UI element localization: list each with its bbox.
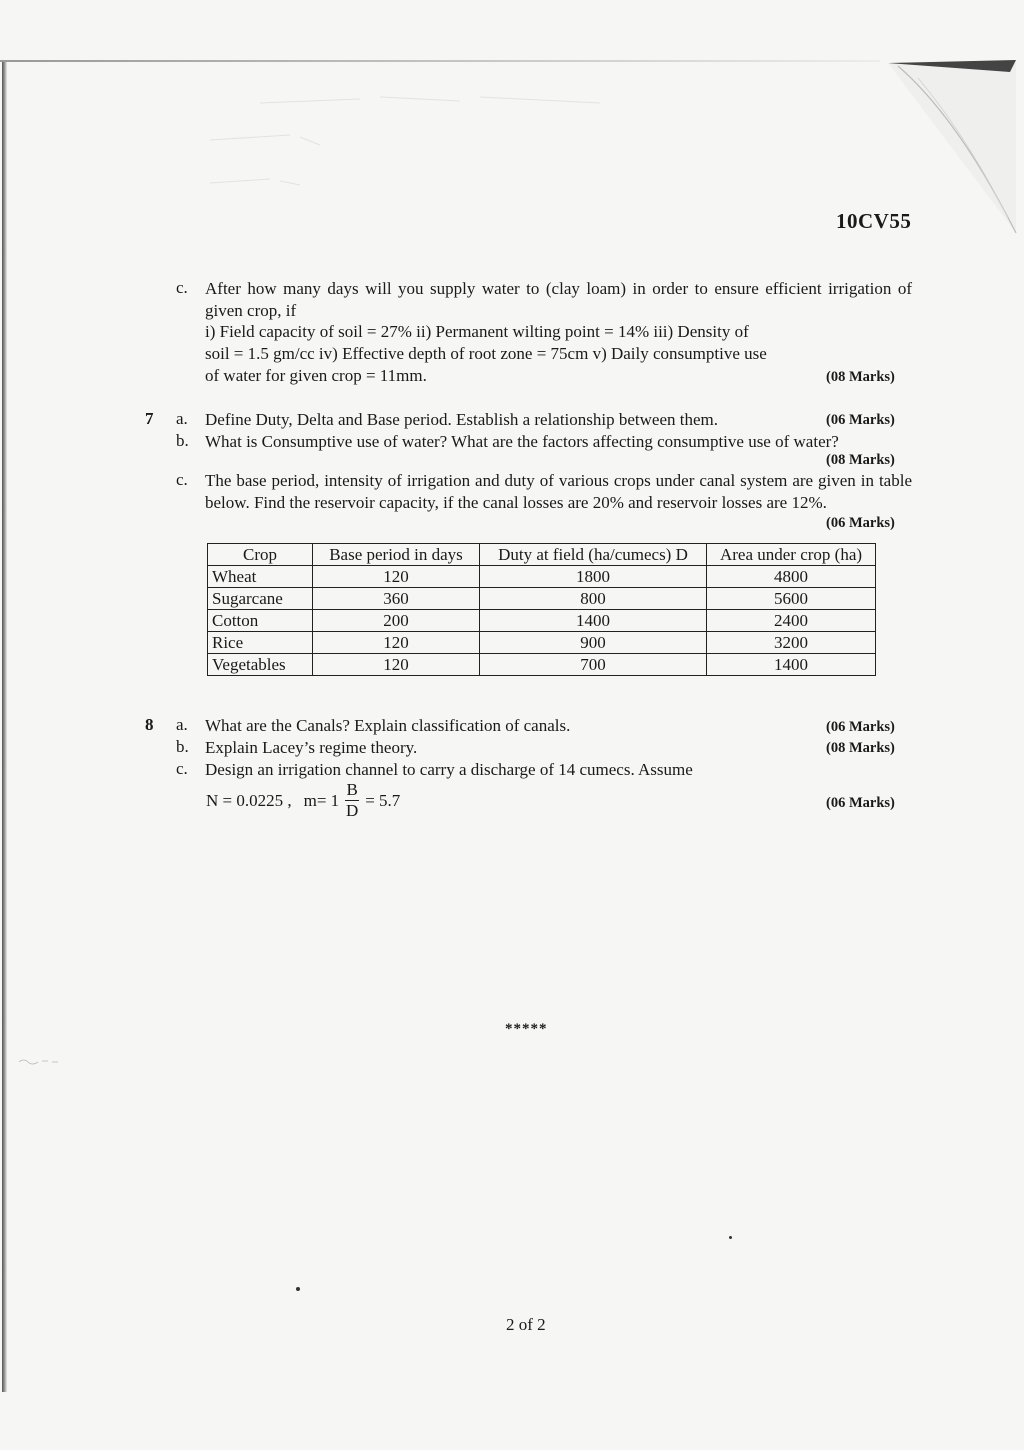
q8c-text: Design an irrigation channel to carry a discharge of 14 cumecs. Assume bbox=[205, 760, 693, 779]
q6c-line2: soil = 1.5 gm/cc iv) Effective depth of root zone = 75cm v) Daily consumptive use bbox=[205, 344, 767, 363]
margin-scribble bbox=[18, 1057, 60, 1065]
table-cell-crop: Vegetables bbox=[208, 654, 313, 676]
q7b-text: What is Consumptive use of water? What are the factors affecting consumptive use of water? bbox=[205, 432, 839, 451]
q8c-label: c. bbox=[176, 759, 188, 778]
table-cell-base-period: 360 bbox=[313, 588, 480, 610]
q8b-label: b. bbox=[176, 737, 189, 756]
q8b-marks: (08 Marks) bbox=[826, 740, 895, 756]
table-cell-area: 2400 bbox=[707, 610, 876, 632]
formula-denominator: D bbox=[346, 801, 359, 820]
table-cell-area: 4800 bbox=[707, 566, 876, 588]
table-row bbox=[208, 566, 876, 588]
formula-fraction bbox=[345, 782, 359, 819]
q8a-marks: (06 Marks) bbox=[826, 719, 895, 735]
speck-mark bbox=[729, 1236, 732, 1239]
scan-top-edge bbox=[0, 60, 880, 62]
table-cell-crop: Cotton bbox=[208, 610, 313, 632]
q6c-label: c. bbox=[176, 278, 188, 297]
q8b-text: Explain Lacey’s regime theory. bbox=[205, 738, 418, 757]
q8c-formula bbox=[206, 782, 400, 819]
q7b-label: b. bbox=[176, 431, 189, 450]
formula-n: N = 0.0225 , bbox=[206, 790, 292, 810]
page-number: 2 of 2 bbox=[506, 1315, 546, 1334]
formula-m: m= 1 bbox=[303, 790, 340, 810]
q7-number: 7 bbox=[145, 409, 154, 428]
q7c-text: The base period, intensity of irrigation and duty of various crops under canal system are given in table below. Find the reservoir capacity, if the canal losses are 20% and reservoir losses are 12%. bbox=[205, 471, 912, 512]
q7a-label: a. bbox=[176, 409, 188, 428]
table-cell-base-period: 120 bbox=[313, 632, 480, 654]
q6c-line1: i) Field capacity of soil = 27% ii) Permanent wilting point = 14% iii) Density of bbox=[205, 322, 749, 341]
table-cell-area: 1400 bbox=[707, 654, 876, 676]
q6c-line3: of water for given crop = 11mm. bbox=[205, 366, 427, 385]
q6c-marks: (08 Marks) bbox=[826, 369, 895, 385]
table-cell-base-period: 120 bbox=[313, 654, 480, 676]
q8-number: 8 bbox=[145, 715, 154, 734]
bleed-through-marks bbox=[200, 85, 620, 225]
table-cell-crop: Rice bbox=[208, 632, 313, 654]
subject-code: 10CV55 bbox=[836, 209, 912, 233]
end-stars: ***** bbox=[505, 1021, 548, 1037]
table-cell-duty: 800 bbox=[480, 588, 707, 610]
formula-result: = 5.7 bbox=[365, 790, 401, 810]
speck-mark bbox=[296, 1287, 300, 1291]
table-header-area: Area under crop (ha) bbox=[707, 544, 876, 566]
table-cell-crop: Sugarcane bbox=[208, 588, 313, 610]
table-cell-base-period: 120 bbox=[313, 566, 480, 588]
table-cell-base-period: 200 bbox=[313, 610, 480, 632]
q6c-text: After how many days will you supply water to (clay loam) in order to ensure efficient irrigation of given crop, if bbox=[205, 279, 912, 320]
q7b-marks: (08 Marks) bbox=[826, 452, 895, 468]
q8c-marks: (06 Marks) bbox=[826, 795, 895, 811]
crop-table bbox=[207, 543, 876, 676]
q7a-text: Define Duty, Delta and Base period. Establish a relationship between them. bbox=[205, 410, 718, 429]
table-header-crop: Crop bbox=[208, 544, 313, 566]
table-row bbox=[208, 588, 876, 610]
formula-numerator: B bbox=[346, 780, 358, 799]
q8a-label: a. bbox=[176, 715, 188, 734]
table-cell-duty: 1800 bbox=[480, 566, 707, 588]
table-cell-duty: 700 bbox=[480, 654, 707, 676]
table-cell-crop: Wheat bbox=[208, 566, 313, 588]
q8a-text: What are the Canals? Explain classification of canals. bbox=[205, 716, 571, 735]
table-cell-duty: 1400 bbox=[480, 610, 707, 632]
q7c-marks: (06 Marks) bbox=[826, 515, 895, 531]
q7a-marks: (06 Marks) bbox=[826, 412, 895, 428]
table-row bbox=[208, 632, 876, 654]
table-header-row bbox=[208, 544, 876, 566]
table-row bbox=[208, 654, 876, 676]
table-header-duty: Duty at field (ha/cumecs) D bbox=[480, 544, 707, 566]
table-cell-area: 5600 bbox=[707, 588, 876, 610]
q7c-label: c. bbox=[176, 470, 188, 489]
table-cell-area: 3200 bbox=[707, 632, 876, 654]
scan-left-edge bbox=[2, 62, 7, 1392]
table-header-base-period: Base period in days bbox=[313, 544, 480, 566]
table-row bbox=[208, 610, 876, 632]
table-cell-duty: 900 bbox=[480, 632, 707, 654]
